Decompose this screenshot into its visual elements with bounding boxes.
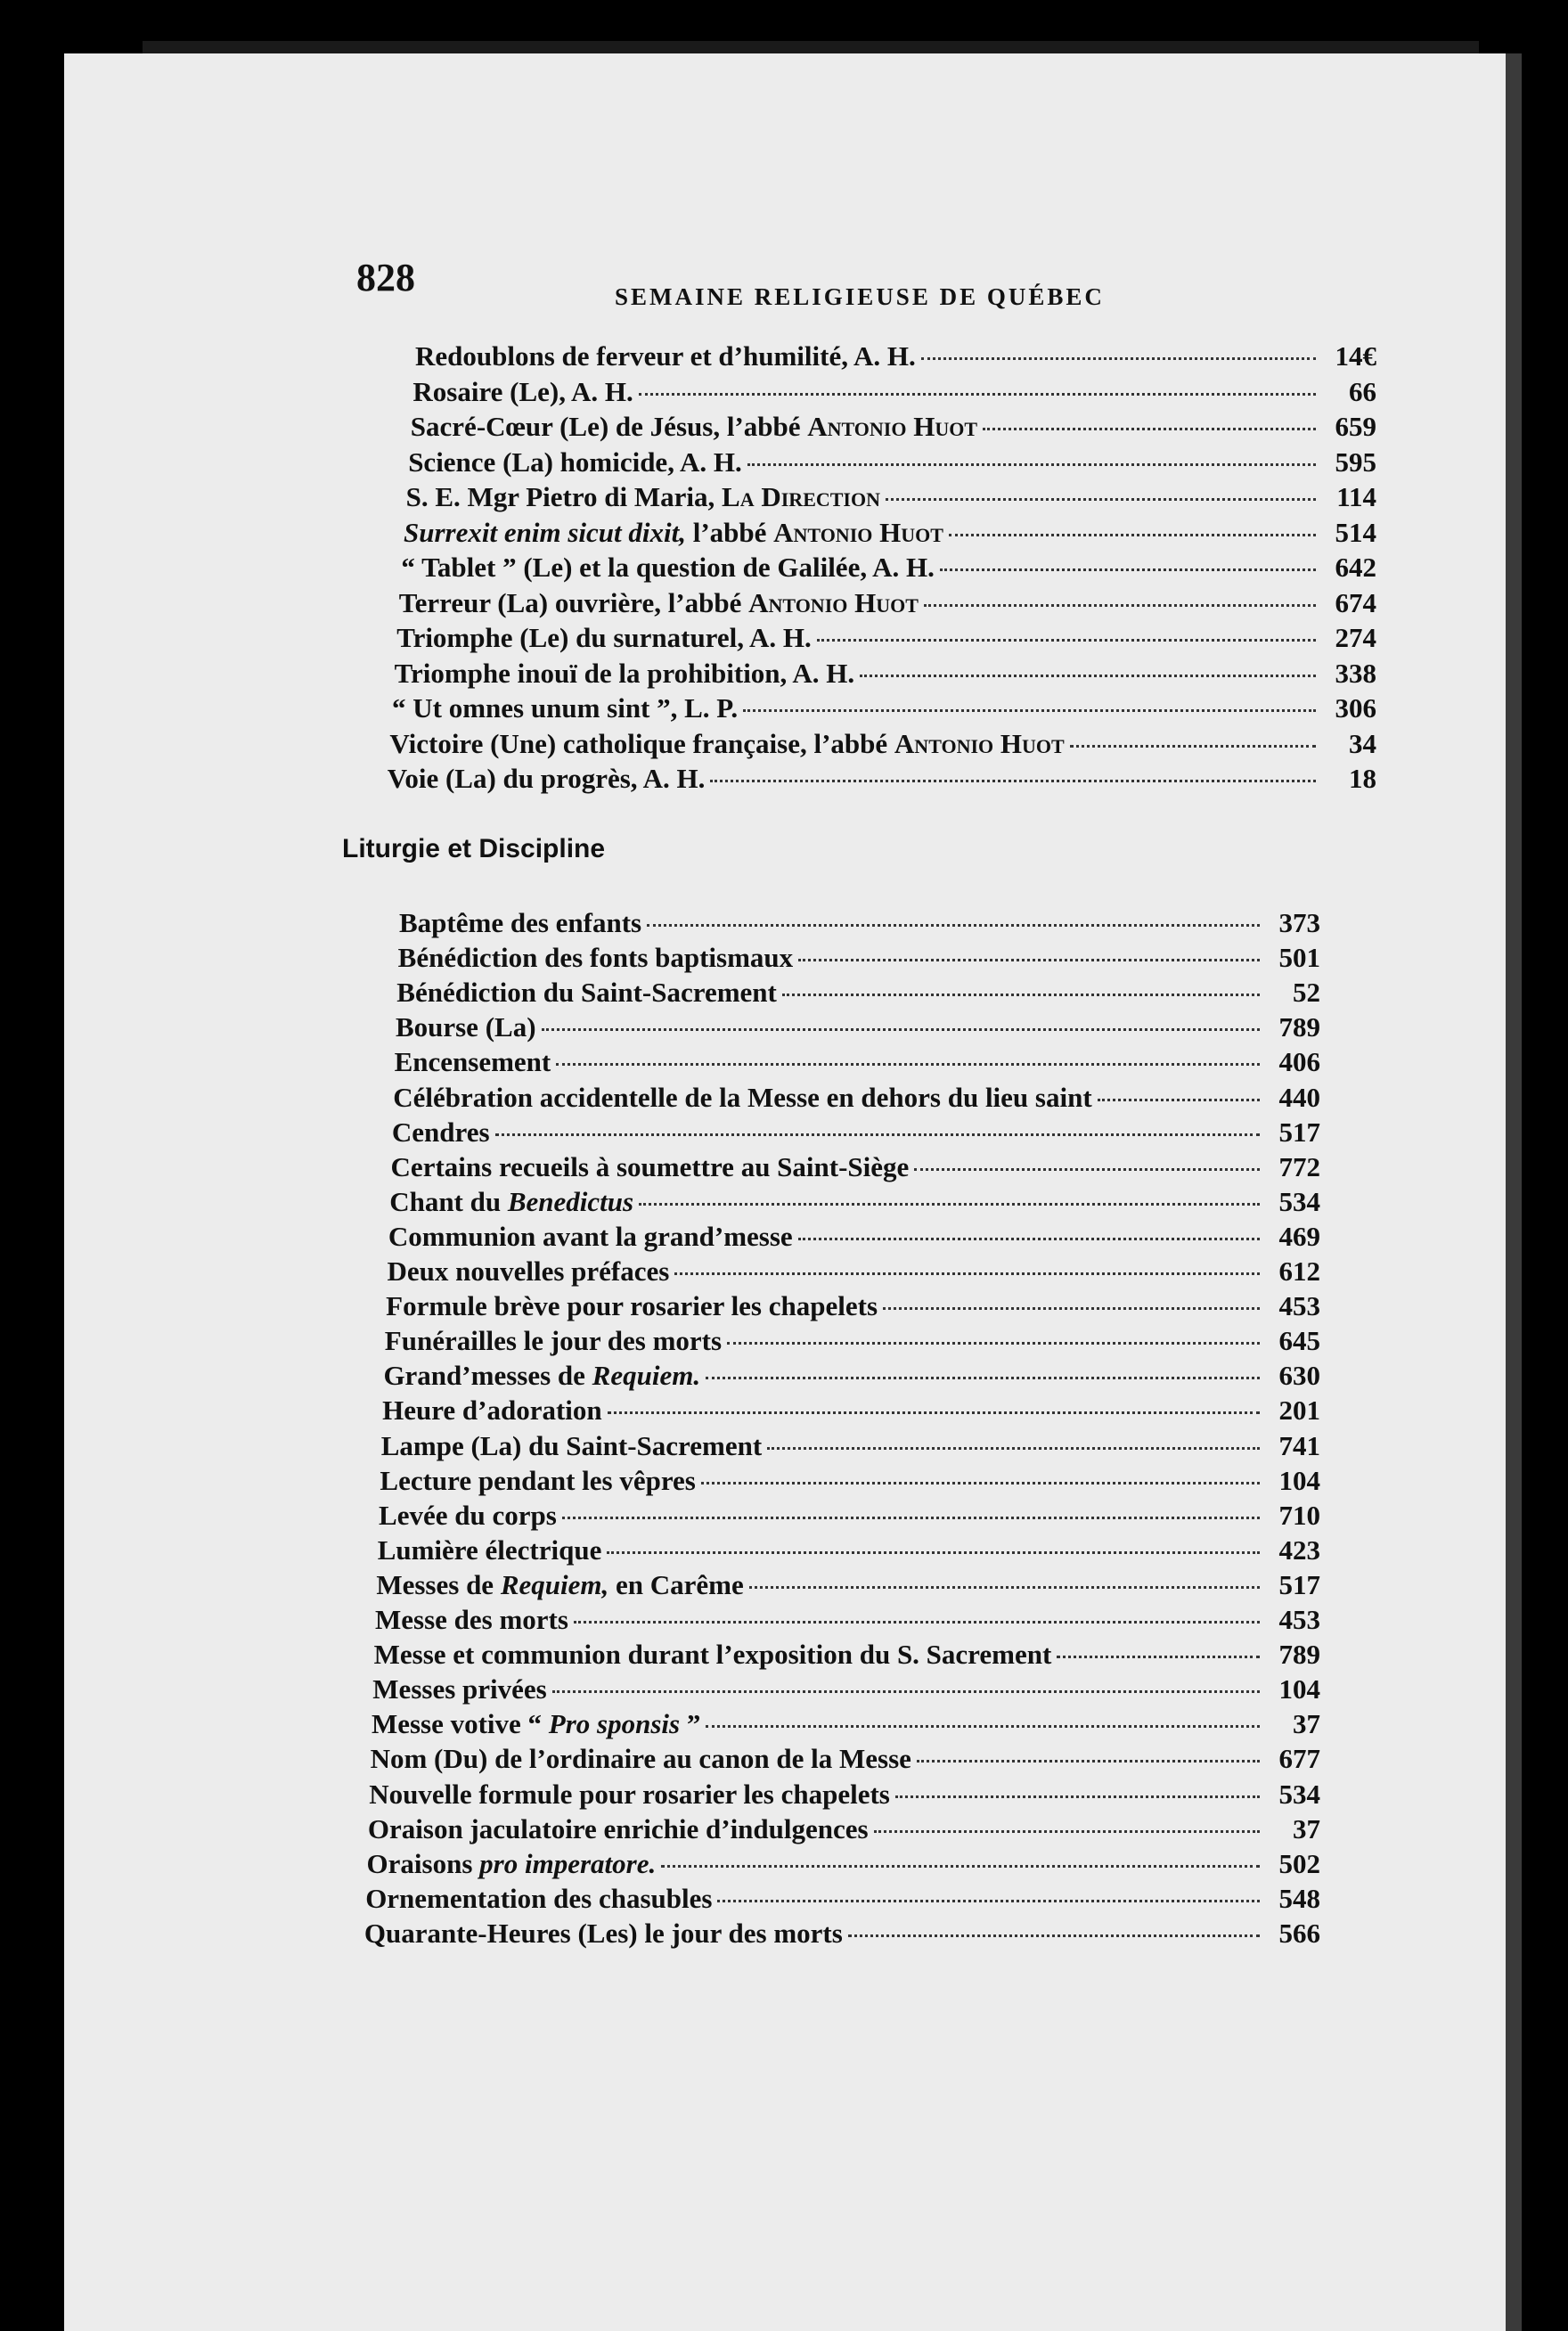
entry-text: Ornementation des chasubles [365, 1882, 713, 1914]
entry-text: Messes privées [372, 1673, 547, 1705]
entry-label [364, 1916, 843, 1951]
entry-label [381, 1428, 762, 1464]
entry-label [396, 620, 812, 656]
dot-leader [706, 1377, 1260, 1379]
entry-label [391, 1149, 910, 1185]
entry-text: Bénédiction du Saint-Sacrement [396, 977, 777, 1009]
entry-label [399, 905, 641, 941]
entry-text: Nouvelle formule pour rosarier les chapelets [369, 1778, 890, 1810]
dot-leader [556, 1063, 1260, 1066]
entry-label [380, 1463, 695, 1499]
entry-label [365, 1881, 712, 1917]
index-entry [381, 1428, 1320, 1464]
entry-page-number: 534 [1278, 1778, 1320, 1810]
entry-label [415, 339, 916, 374]
entry-label [383, 1358, 700, 1394]
entry-label [406, 479, 880, 515]
index-entry [396, 975, 1320, 1010]
index-entry [367, 1846, 1320, 1882]
dot-leader [747, 463, 1316, 466]
entry-page-number: 306 [1335, 692, 1376, 724]
index-entry [399, 585, 1376, 621]
entry-label [398, 940, 794, 976]
entry-text: Communion avant la grand’messe [388, 1220, 793, 1252]
entry-label [408, 445, 742, 480]
entry-italic-text: Requiem, [500, 1568, 609, 1600]
index-entry [378, 1533, 1320, 1568]
entry-text: Victoire (Une) catholique française, l’abbé [389, 727, 894, 759]
entry-label [367, 1846, 657, 1882]
entry-text: Chant du [389, 1185, 508, 1217]
entry-text: Quarante-Heures (Les) le jour des morts [363, 1917, 843, 1949]
index-entry [364, 1916, 1320, 1951]
entry-label [401, 550, 934, 585]
index-entry [408, 445, 1376, 480]
entry-label [375, 1602, 568, 1638]
index-entry [389, 1184, 1320, 1220]
entry-text-tail: en Carême [608, 1568, 744, 1600]
index-entry [396, 620, 1376, 656]
dot-leader [574, 1621, 1260, 1624]
dot-leader [562, 1517, 1260, 1519]
entry-label [388, 1254, 670, 1289]
entry-page-number: 37 [1292, 1812, 1320, 1844]
index-entry [388, 761, 1376, 797]
index-entry [369, 1777, 1320, 1812]
entry-label [374, 1637, 1052, 1673]
dot-leader [886, 498, 1316, 501]
entry-text: Terreur (La) ouvrière, l’abbé [398, 586, 749, 618]
entry-page-number: 18 [1348, 763, 1376, 794]
entry-page-number: 659 [1335, 411, 1376, 442]
index-entry [376, 1567, 1320, 1603]
index-entry [388, 1219, 1320, 1255]
entry-page-number: 502 [1278, 1847, 1320, 1879]
entry-text: Bourse (La) [395, 1011, 536, 1043]
dot-leader [710, 780, 1316, 782]
entry-label [386, 1288, 878, 1324]
index-entry [395, 656, 1376, 691]
entry-text: Lecture pendant les vêpres [380, 1464, 696, 1496]
entry-label [395, 1044, 551, 1080]
entry-page-number: 548 [1278, 1882, 1320, 1914]
entry-page-number: 741 [1278, 1429, 1320, 1461]
entry-page-number: 514 [1335, 516, 1376, 548]
dot-leader [949, 534, 1316, 536]
entry-author: La Direction [722, 481, 880, 512]
entry-text: Bénédiction des fonts baptismaux [397, 942, 794, 974]
entry-label [399, 585, 919, 621]
entry-text: Célébration accidentelle de la Messe en dehors du lieu saint [393, 1081, 1092, 1113]
dot-leader [608, 1411, 1260, 1414]
index-entry [368, 1812, 1320, 1847]
entry-text: Sacré-Cœur (Le) de Jésus, l’abbé [410, 411, 808, 442]
entry-text-tail: ” [680, 1708, 701, 1740]
entry-italic-text: Requiem. [592, 1360, 701, 1392]
entry-label [382, 1393, 602, 1428]
entry-text: Triomphe inouï de la prohibition, A. H. [394, 657, 855, 689]
dot-leader [924, 604, 1316, 607]
entry-text: Deux nouvelles préfaces [387, 1255, 670, 1287]
entry-label [395, 656, 855, 691]
entry-label [392, 1115, 490, 1150]
entry-text: Encensement [394, 1046, 551, 1078]
index-entry [399, 905, 1320, 941]
entry-page-number: 338 [1335, 657, 1376, 689]
index-entry [401, 550, 1376, 585]
entry-text: Levée du corps [379, 1499, 557, 1531]
entry-text: Baptême des enfants [399, 907, 642, 938]
entry-italic-text: pro imperatore. [479, 1847, 657, 1879]
index-entry [372, 1672, 1320, 1707]
entry-author: Antonio Huot [894, 727, 1065, 759]
dot-leader [607, 1551, 1260, 1554]
entry-page-number: 34 [1348, 727, 1376, 759]
index-entry [404, 515, 1376, 551]
entry-text: Cendres [391, 1116, 490, 1148]
entry-page-number: 534 [1278, 1185, 1320, 1217]
dot-leader [647, 924, 1260, 927]
entry-label [371, 1741, 911, 1777]
index-entry [386, 1288, 1320, 1324]
entry-label [392, 691, 738, 726]
index-entry [371, 1741, 1320, 1777]
dot-leader [782, 994, 1260, 996]
dot-leader [798, 959, 1260, 961]
entry-label [388, 1219, 793, 1255]
index-entry [383, 1358, 1320, 1394]
dot-leader [495, 1133, 1260, 1136]
index-entry [395, 1044, 1320, 1080]
index-entry [385, 1323, 1320, 1359]
entry-text: Lumière électrique [377, 1534, 602, 1566]
entry-page-number: 104 [1278, 1464, 1320, 1496]
dot-leader [1098, 1099, 1260, 1101]
entry-page-number: 104 [1278, 1673, 1320, 1705]
entry-text: Funérailles le jour des morts [384, 1325, 723, 1357]
dot-leader [661, 1865, 1260, 1868]
entry-label [389, 1184, 633, 1220]
index-entry [415, 339, 1376, 374]
entry-label [396, 975, 777, 1010]
dot-leader [552, 1690, 1260, 1693]
entry-page-number: 406 [1278, 1046, 1320, 1078]
dot-leader [895, 1795, 1260, 1798]
index-entry [406, 479, 1376, 515]
entry-label [396, 1010, 536, 1045]
entry-page-number: 423 [1278, 1534, 1320, 1566]
entry-text: Messe votive “ [371, 1708, 549, 1740]
entry-page-number: 789 [1278, 1011, 1320, 1043]
dot-leader [706, 1725, 1260, 1728]
index-entry [412, 374, 1376, 410]
dot-leader [717, 1900, 1260, 1902]
dot-leader [674, 1272, 1260, 1275]
entry-text: “ Tablet ” (Le) et la question de Galilée, A. H. [401, 552, 935, 583]
entry-page-number: 453 [1278, 1290, 1320, 1322]
entry-page-number: 517 [1278, 1116, 1320, 1148]
index-entry [382, 1393, 1320, 1428]
dot-leader [921, 357, 1316, 360]
entry-page-number: 677 [1278, 1743, 1320, 1775]
entry-page-number: 630 [1278, 1360, 1320, 1392]
dot-leader [983, 428, 1316, 430]
entry-text: Oraisons [366, 1847, 480, 1879]
index-entry [393, 1080, 1320, 1116]
entry-label [372, 1672, 546, 1707]
entry-label [368, 1812, 869, 1847]
entry-text: Certains recueils à soumettre au Saint-Siège [390, 1150, 910, 1182]
dot-leader [639, 393, 1316, 396]
index-entry [388, 1254, 1321, 1289]
entry-page-number: 642 [1335, 552, 1376, 583]
entry-italic-text: Surrexit enim sicut dixit, [404, 516, 686, 548]
index-entry [396, 1010, 1320, 1045]
entry-text: l’abbé [685, 516, 774, 548]
entry-text: Grand’messes de [383, 1360, 592, 1392]
entry-page-number: 566 [1278, 1917, 1320, 1949]
entry-text: Lampe (La) du Saint-Sacrement [380, 1429, 763, 1461]
entry-author: Antonio Huot [773, 516, 943, 548]
entry-label [376, 1567, 743, 1603]
entry-page-number: 440 [1278, 1081, 1320, 1113]
entry-text: “ Ut omnes unum sint ”, L. P. [392, 692, 739, 724]
entry-text: Messes de [376, 1568, 501, 1600]
entry-page-number: 710 [1278, 1499, 1320, 1531]
dot-leader [542, 1028, 1260, 1031]
entry-text: Messe des morts [375, 1604, 568, 1635]
entry-text: Nom (Du) de l’ordinaire au canon de la Messe [370, 1743, 911, 1775]
entry-label [378, 1533, 602, 1568]
entry-text: Redoublons de ferveur et d’humilité, A. H. [415, 340, 916, 372]
entry-text: Formule brève pour rosarier les chapelets [386, 1290, 878, 1322]
page-number: 828 [356, 256, 415, 299]
entry-label [412, 374, 633, 410]
entry-label [385, 1323, 722, 1359]
dot-leader [874, 1830, 1260, 1833]
index-entry [392, 691, 1376, 726]
entry-text: Rosaire (Le), A. H. [412, 375, 633, 407]
entry-page-number: 201 [1278, 1395, 1320, 1427]
index-entry [375, 1602, 1320, 1638]
dot-leader [1070, 745, 1316, 748]
running-title: SEMAINE RELIGIEUSE DE QUÉBEC [615, 283, 1105, 310]
index-entry [411, 409, 1376, 445]
dot-leader [848, 1934, 1260, 1937]
entry-label [372, 1706, 700, 1742]
entry-text: Heure d’adoration [382, 1395, 602, 1427]
dot-leader [743, 709, 1316, 712]
index-entry [389, 726, 1376, 762]
entry-page-number: 114 [1336, 481, 1376, 512]
index-entry [380, 1463, 1320, 1499]
entry-label [411, 409, 977, 445]
entry-text: Messe et communion durant l’exposition du S. Sacrement [373, 1639, 1052, 1671]
entry-page-number: 789 [1278, 1639, 1320, 1671]
entry-label [389, 726, 1064, 762]
entry-page-number: 373 [1278, 907, 1320, 938]
entry-page-number: 66 [1348, 375, 1376, 407]
entry-page-number: 612 [1278, 1255, 1320, 1287]
entry-text: S. E. Mgr Pietro di Maria, [405, 481, 723, 512]
dot-leader [749, 1586, 1260, 1589]
entry-label [393, 1080, 1091, 1116]
entry-text: Oraison jaculatoire enrichie d’indulgences [367, 1812, 869, 1844]
dot-leader [798, 1238, 1260, 1240]
dot-leader [1057, 1656, 1260, 1658]
dot-leader [701, 1482, 1260, 1484]
dot-leader [914, 1168, 1260, 1171]
entry-page-number: 453 [1278, 1604, 1320, 1635]
entry-label [388, 761, 706, 797]
index-entry [392, 1115, 1320, 1150]
entry-page-number: 274 [1335, 622, 1376, 653]
dot-leader [639, 1203, 1260, 1206]
entry-page-number: 52 [1292, 977, 1320, 1009]
entry-page-number: 772 [1278, 1150, 1320, 1182]
index-entry [374, 1637, 1320, 1673]
entry-italic-text: Pro sponsis [548, 1708, 681, 1740]
entry-label [369, 1777, 890, 1812]
section-heading-liturgie: Liturgie et Discipline [342, 834, 606, 863]
entry-text: Voie (La) du progrès, A. H. [387, 763, 706, 794]
dot-leader [940, 568, 1316, 571]
entry-author: Antonio Huot [807, 411, 978, 442]
dot-leader [860, 675, 1316, 677]
entry-label [404, 515, 943, 551]
index-entry [379, 1498, 1320, 1534]
entry-text: Science (La) homicide, A. H. [408, 446, 742, 478]
entry-page-number: 501 [1278, 942, 1320, 974]
index-entry [391, 1149, 1320, 1185]
dot-leader [767, 1447, 1260, 1450]
dot-leader [727, 1342, 1260, 1345]
entry-page-number: 517 [1278, 1568, 1320, 1600]
entry-text: Triomphe (Le) du surnaturel, A. H. [396, 622, 812, 653]
dot-leader [817, 639, 1316, 642]
index-entry [365, 1881, 1320, 1917]
entry-page-number: 595 [1335, 446, 1376, 478]
entry-label [379, 1498, 557, 1534]
dot-leader [917, 1760, 1260, 1763]
index-entry [398, 940, 1320, 976]
dot-leader [883, 1307, 1260, 1310]
entry-author: Antonio Huot [748, 586, 919, 618]
entry-page-number: 469 [1278, 1220, 1320, 1252]
entry-italic-text: Benedictus [507, 1185, 634, 1217]
index-entry [372, 1706, 1320, 1742]
entry-page-number: 14€ [1335, 340, 1376, 372]
entry-page-number: 37 [1292, 1708, 1320, 1740]
entry-page-number: 645 [1278, 1325, 1320, 1357]
entry-page-number: 674 [1335, 586, 1376, 618]
